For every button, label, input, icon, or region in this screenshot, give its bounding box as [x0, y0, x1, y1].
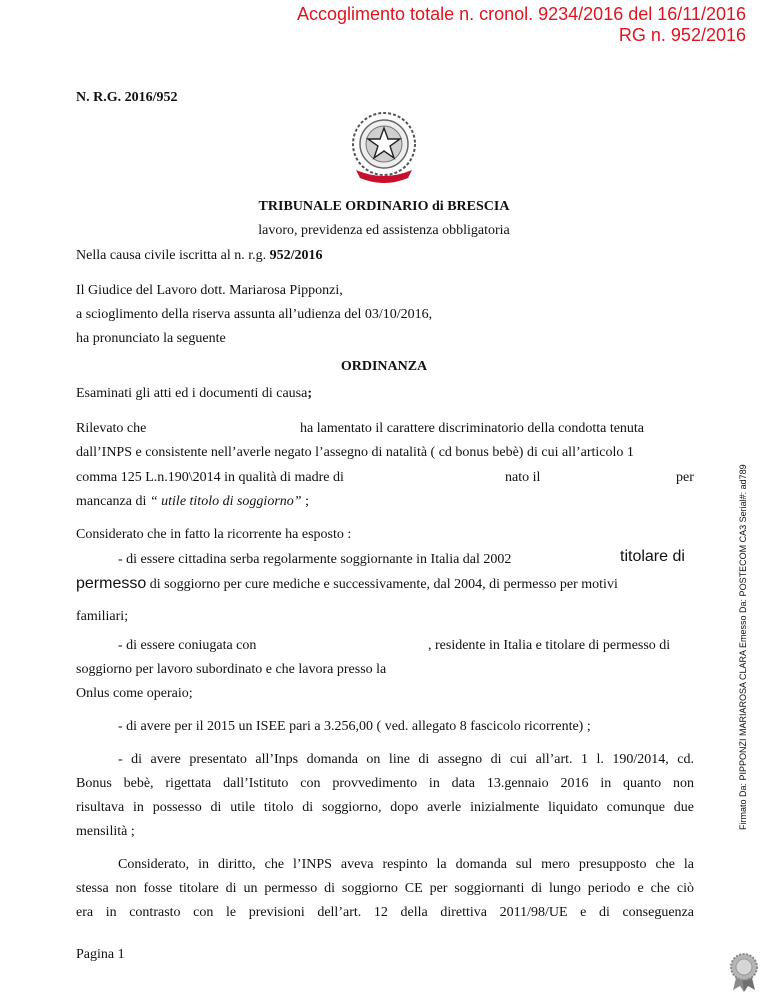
p4-line-2: Bonus bebè, rigettata dall’Istituto con provvedimento in data 13.gennaio 2016 in quanto non [76, 776, 694, 791]
emblem-graphic [342, 108, 426, 186]
p1-line-1b: titolare di [620, 548, 685, 565]
p1-line-2-rest: di soggiorno per cure mediche e successivamente, dal 2004, di permesso per motivi [149, 577, 618, 592]
esaminati-punct: ; [307, 386, 312, 401]
rilevato-line-2: dall’INPS e consistente nell’averle negato l’assegno di natalità ( cd bonus bebè) di cui all’articolo 1 [76, 445, 634, 460]
p1-line-2 [76, 575, 618, 593]
esaminati-line [76, 385, 312, 402]
case-number: 952/2016 [269, 248, 323, 263]
judge-line: Il Giudice del Lavoro dott. Mariarosa Pipponzi, [76, 283, 343, 298]
p5-line-2: stessa non fosse titolare di un permesso di soggiorno CE per soggiornanti di lungo periodo e che ciò [76, 881, 694, 896]
p4-line-3: risultava in possesso di utile titolo di soggiorno, dopo averle inizialmente liquidato comunque due [76, 800, 694, 815]
p2-line-1b: , residente in Italia e titolare di permesso di [428, 638, 671, 653]
rilevato-line-4 [76, 493, 309, 510]
p4-line-1: - di avere presentato all’Inps domanda on line di assegno di cui all’art. 1 l. 190/2014, cd. [118, 752, 694, 767]
case-line [76, 247, 322, 264]
reserve-line: a scioglimento della riserva assunta all’udienza del 03/10/2016, [76, 307, 433, 322]
p5-line-1: Considerato, in diritto, che l’INPS aveva respinto la domanda sul mero presupposto che la [118, 857, 694, 872]
esaminati-text: Esaminati gli atti ed i documenti di causa [76, 386, 308, 401]
p2-line-1a: - di essere coniugata con [118, 638, 257, 653]
p3-line: - di avere per il 2015 un ISEE pari a 3.256,00 ( ved. allegato 8 fascicolo ricorrente) ; [118, 719, 591, 734]
document-header [297, 4, 746, 46]
rilevato-3a: comma 125 L.n.190\2014 in qualità di madre di [76, 470, 344, 485]
p1-line-3: familiari; [76, 609, 129, 624]
rilevato-4b: “ utile titolo di soggiorno” [149, 494, 302, 509]
considerato-line: Considerato che in fatto la ricorrente ha esposto : [76, 527, 352, 542]
header-line-2: RG n. 952/2016 [618, 25, 746, 45]
header-line-1: Accoglimento totale n. cronol. 9234/2016 del 16/11/2016 [297, 4, 746, 24]
p1-permesso: permesso [76, 575, 147, 592]
p5-line-3: era in contrasto con le previsioni dell’art. 12 della direttiva 2011/98/UE e di conseguenza [76, 905, 694, 920]
case-prefix: Nella causa civile iscritta al n. r.g. [76, 248, 267, 263]
rilevato-3c: per [676, 470, 694, 485]
court-section: lavoro, previdenza ed assistenza obbligatoria [258, 223, 510, 238]
rilevato-b: ha lamentato il carattere discriminatorio della condotta tenuta [300, 421, 645, 436]
ordinanza-title: ORDINANZA [340, 359, 428, 374]
court-title: TRIBUNALE ORDINARIO di BRESCIA [258, 199, 510, 214]
p2-line-2: soggiorno per lavoro subordinato e che lavora presso la [76, 662, 387, 677]
rilevato-a: Rilevato che [76, 421, 147, 436]
italian-emblem [342, 108, 426, 186]
rg-number: N. R.G. 2016/952 [76, 90, 178, 105]
rilevato-4a: mancanza di [76, 494, 147, 509]
rilevato-3b: nato il [505, 470, 541, 485]
page-number: Pagina 1 [76, 947, 125, 962]
pronounced-line: ha pronunciato la seguente [76, 331, 226, 346]
seal-badge-icon [728, 952, 760, 992]
p1-line-1: - di essere cittadina serba regolarmente soggiornante in Italia dal 2002 [118, 552, 512, 567]
p4-line-4: mensilità ; [76, 824, 135, 839]
rilevato-4c: ; [305, 494, 309, 509]
digital-signature-note: Firmato Da: PIPPONZI MARIAROSA CLARA Emesso Da: POSTECOM CA3 Serial#: ad789 [738, 464, 748, 830]
p2-line-3: Onlus come operaio; [76, 686, 193, 701]
